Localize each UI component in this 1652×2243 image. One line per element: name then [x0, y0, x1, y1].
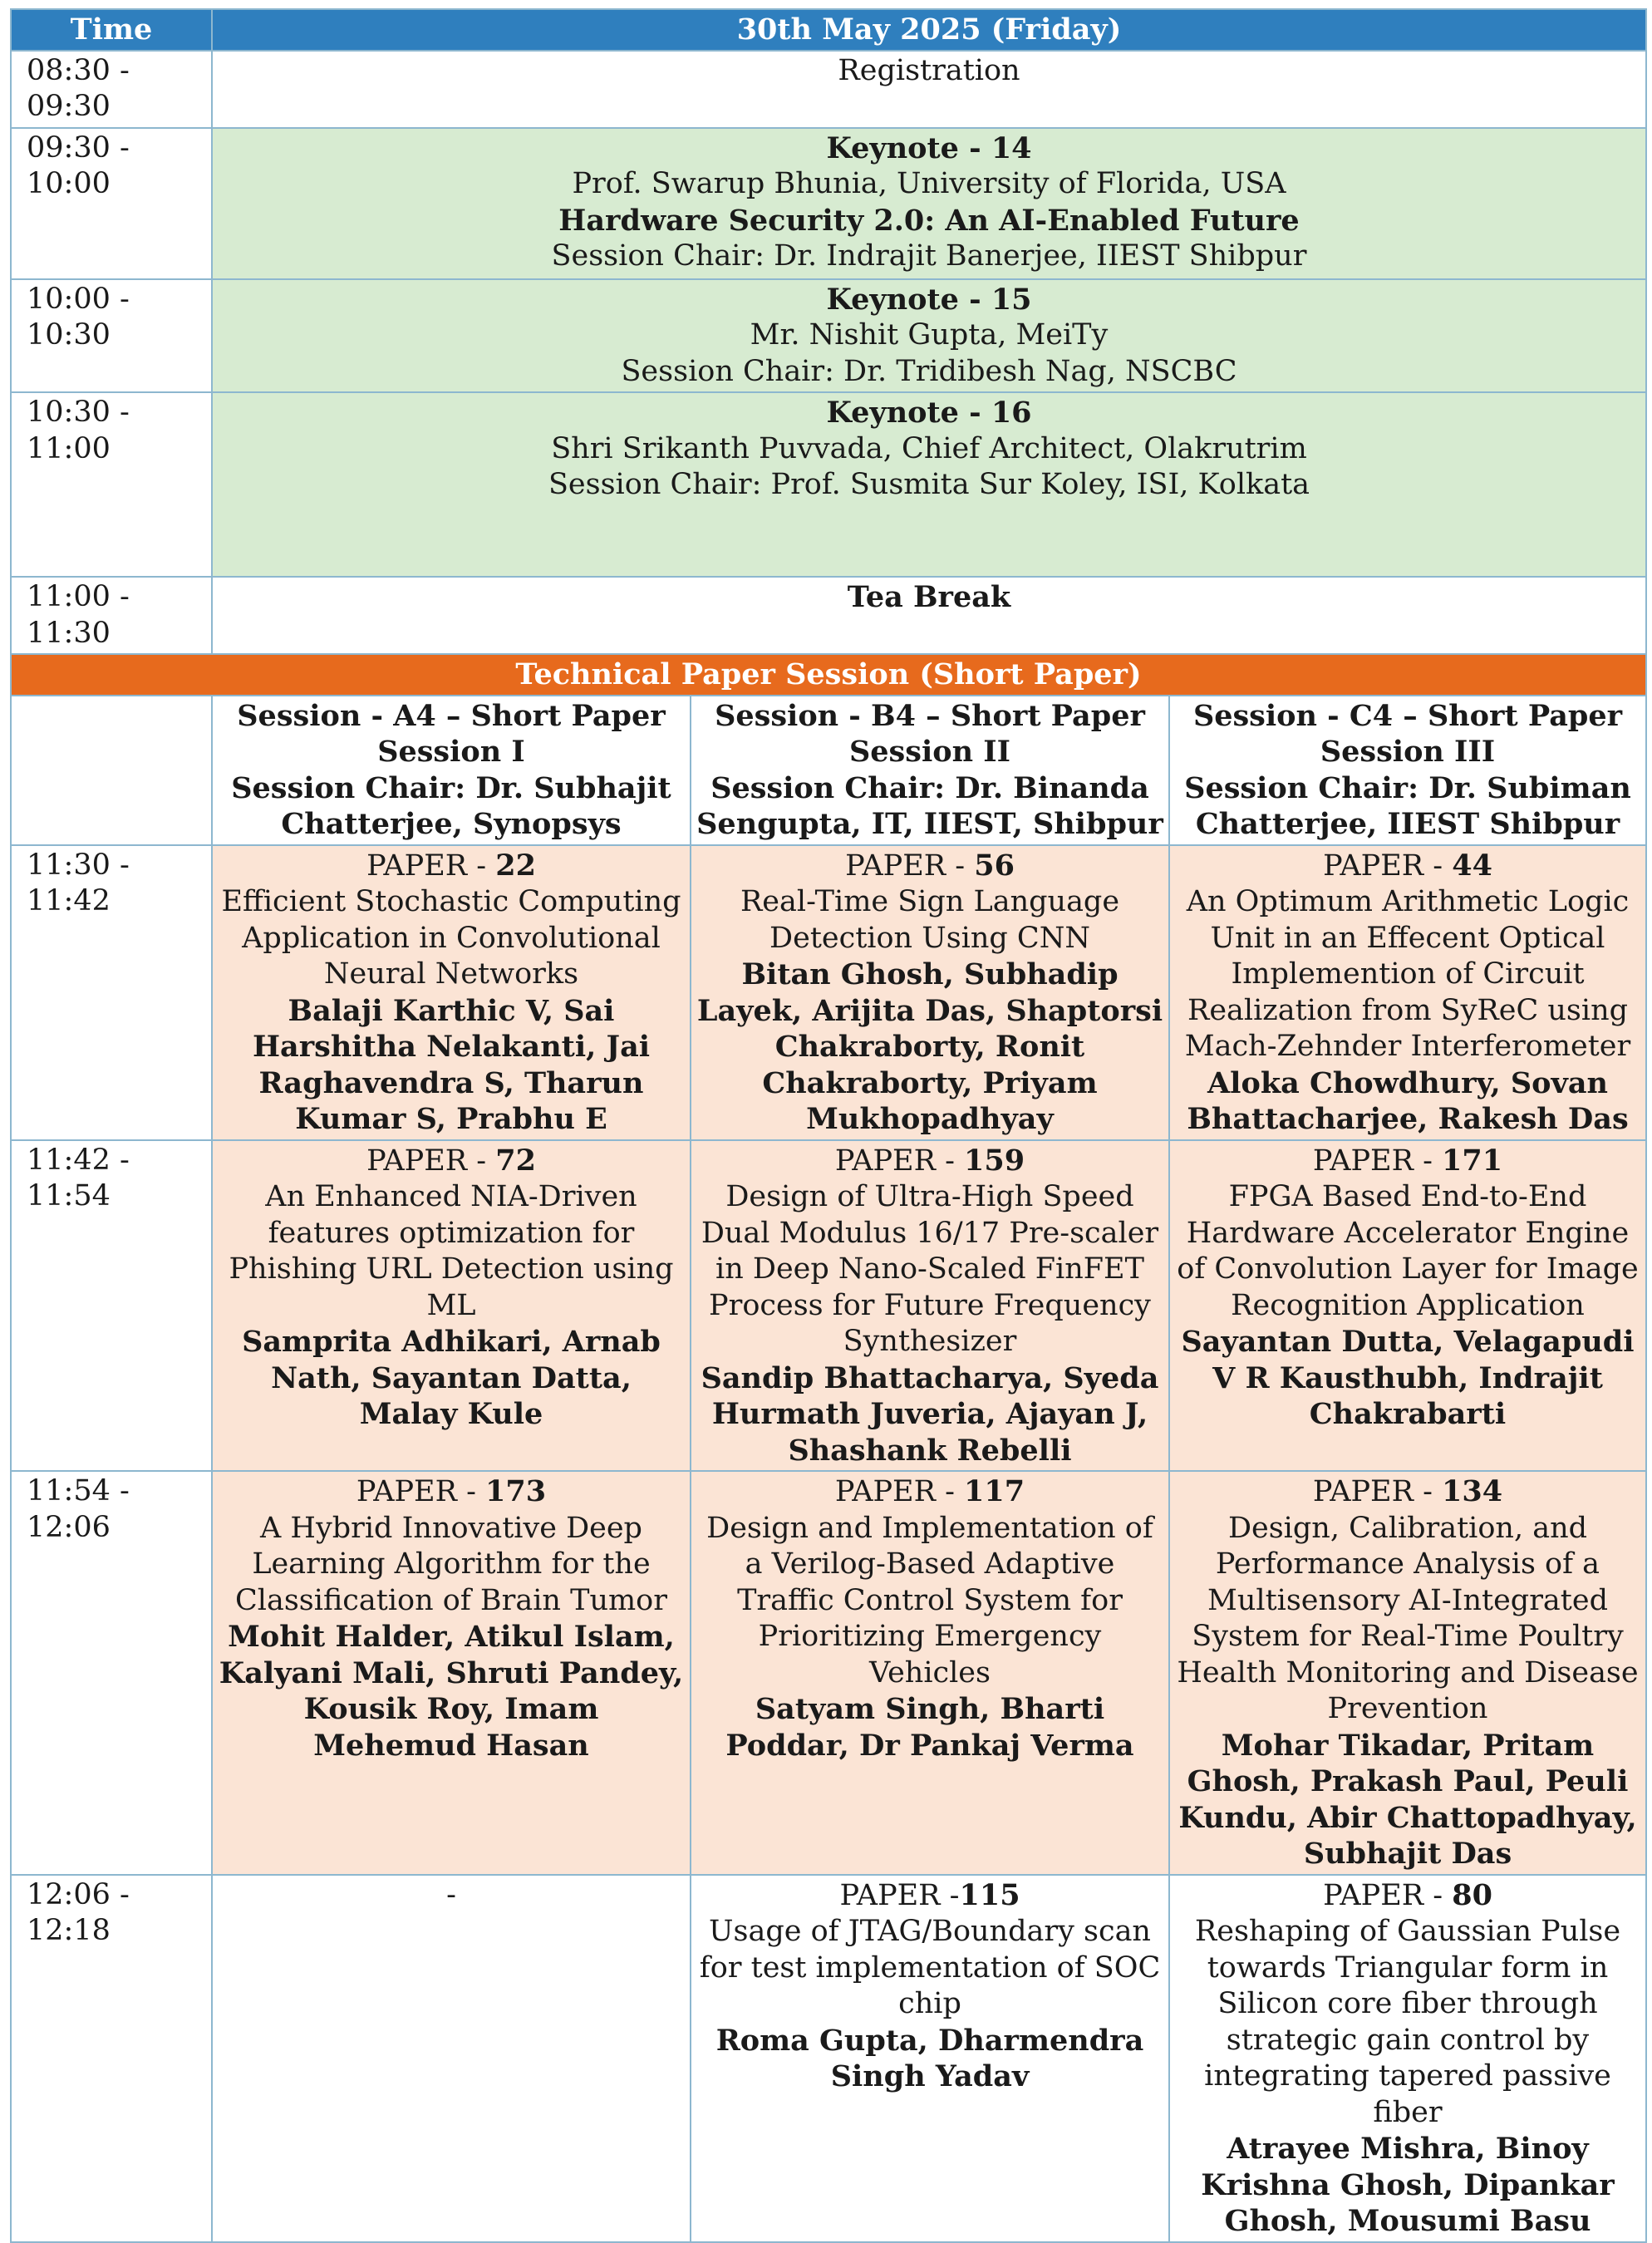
session-name: Session - A4 – Short Paper Session I [237, 698, 666, 769]
keynote-cell [212, 128, 1646, 279]
keynote-row [11, 392, 1646, 577]
paper-title: A Hybrid Innovative Deep Learning Algorithm for the Classification of Brain Tumor [235, 1511, 667, 1617]
paper-cell [1169, 845, 1646, 1140]
paper-cell [1169, 1875, 1646, 2242]
session-header-row [11, 696, 1646, 845]
paper-slot-row [11, 1875, 1646, 2242]
paper-id [1175, 1877, 1640, 1915]
paper-label: PAPER - [366, 849, 496, 883]
tea-break-label: Tea Break [212, 577, 1646, 654]
paper-number: 134 [1442, 1474, 1503, 1508]
date-header: 30th May 2025 (Friday) [212, 9, 1646, 51]
paper-authors: Atrayee Mishra, Binoy Krishna Ghosh, Dipankar Ghosh, Mousumi Basu [1201, 2132, 1615, 2238]
session-chair: Session Chair: Dr. Subhajit Chatterjee, Synopsys [231, 770, 671, 841]
paper-authors: Samprita Adhikari, Arnab Nath, Sayantan Datta, Malay Kule [242, 1325, 661, 1431]
keynote-title: Keynote - 14 [826, 130, 1032, 165]
paper-id [696, 1143, 1163, 1180]
paper-label: PAPER - [1312, 1475, 1443, 1508]
paper-number: 173 [485, 1474, 547, 1508]
paper-id [1175, 1143, 1640, 1180]
paper-number: 56 [974, 848, 1015, 883]
paper-authors: Mohar Tikadar, Pritam Ghosh, Prakash Paul, Peuli Kundu, Abir Chattopadhyay, Subhajit Das [1178, 1728, 1637, 1871]
paper-title: Design and Implementation of a Verilog-Based Adaptive Traffic Control System for Prioritizing Emergency Vehicles [706, 1511, 1153, 1690]
paper-label: PAPER - [845, 849, 975, 883]
session-c4-header [1169, 696, 1646, 845]
keynote-title: Keynote - 15 [826, 282, 1032, 317]
tea-break-time: 11:00 - 11:30 [11, 577, 212, 654]
paper-number: 80 [1452, 1877, 1492, 1912]
technical-session-row [11, 654, 1646, 696]
keynote-cell [212, 392, 1646, 577]
paper-authors: Balaji Karthic V, Sai Harshitha Nelakanti, Jai Raghavendra S, Tharun Kumar S, Prabhu E [252, 993, 651, 1136]
keynote-chair: Session Chair: Prof. Susmita Sur Koley, ISI, Kolkata [548, 468, 1310, 501]
header-row [11, 9, 1646, 51]
paper-title: Real-Time Sign Language Detection Using CNN [740, 885, 1120, 955]
keynote-speaker: Prof. Swarup Bhunia, University of Florida, USA [572, 167, 1286, 200]
keynote-talk: Hardware Security 2.0: An AI-Enabled Future [558, 203, 1300, 238]
session-a4-header [212, 696, 691, 845]
paper-title: Usage of JTAG/Boundary scan for test implementation of SOC chip [699, 1915, 1161, 2020]
session-chair: Session Chair: Dr. Binanda Sengupta, IT, IIEST, Shibpur [696, 770, 1163, 841]
paper-label: PAPER - [834, 1475, 965, 1508]
paper-label: PAPER - [356, 1475, 486, 1508]
keynote-speaker: Mr. Nishit Gupta, MeiTy [750, 318, 1109, 352]
paper-authors: Roma Gupta, Dharmendra Singh Yadav [715, 2023, 1144, 2093]
paper-number: 22 [495, 848, 536, 883]
slot-time: 11:54 - 12:06 [11, 1471, 212, 1875]
paper-title: Design of Ultra-High Speed Dual Modulus 16/17 Pre-scaler in Deep Nano-Scaled FinFET Process for Future Frequency Synthesizer [701, 1180, 1159, 1358]
paper-id [1175, 848, 1640, 885]
session-name: Session - B4 – Short Paper Session II [715, 698, 1145, 769]
session-name: Session - C4 – Short Paper Session III [1192, 698, 1623, 769]
paper-cell [212, 845, 691, 1140]
empty-slot: - [212, 1875, 691, 2242]
paper-slot-row [11, 1471, 1646, 1875]
paper-authors: Sandip Bhattacharya, Syeda Hurmath Juveria, Ajayan J, Shashank Rebelli [701, 1360, 1159, 1468]
paper-title: Design, Calibration, and Performance Analysis of a Multisensory AI-Integrated System for Real-Time Poultry Health Monitoring and Disease Prevention [1177, 1511, 1639, 1725]
paper-authors: Bitan Ghosh, Subhadip Layek, Arijita Das, Shaptorsi Chakraborty, Ronit Chakraborty, Priyam Mukhopadhyay [696, 957, 1163, 1136]
keynote-chair: Session Chair: Dr. Indrajit Banerjee, IIEST Shibpur [551, 239, 1307, 273]
paper-title: An Enhanced NIA-Driven features optimization for Phishing URL Detection using ML [229, 1180, 674, 1322]
paper-number: 159 [964, 1143, 1025, 1178]
session-chair: Session Chair: Dr. Subiman Chatterjee, IIEST Shibpur [1184, 770, 1631, 841]
registration-label: Registration [212, 51, 1646, 128]
paper-slot-row [11, 845, 1646, 1140]
paper-cell [1169, 1140, 1646, 1472]
paper-slot-row [11, 1140, 1646, 1472]
paper-cell [212, 1471, 691, 1875]
paper-title: An Optimum Arithmetic Logic Unit in an Effecent Optical Implemention of Circuit Realization from SyReC using Mach-Zehnder Interferometer [1184, 885, 1631, 1063]
session-b4-header [691, 696, 1169, 845]
paper-id [218, 848, 685, 885]
paper-label: PAPER - [834, 1144, 965, 1178]
paper-number: 171 [1442, 1143, 1503, 1178]
session-header-empty [11, 696, 212, 845]
paper-number: 115 [959, 1877, 1020, 1912]
keynote-time: 10:30 - 11:00 [11, 392, 212, 577]
technical-session-label: Technical Paper Session (Short Paper) [11, 654, 1646, 696]
paper-label: PAPER - [839, 1878, 960, 1912]
registration-row [11, 51, 1646, 128]
slot-time: 11:30 - 11:42 [11, 845, 212, 1140]
paper-id [696, 848, 1163, 885]
paper-number: 117 [964, 1474, 1025, 1508]
paper-number: 44 [1452, 848, 1492, 883]
paper-cell [691, 1471, 1169, 1875]
paper-authors: Mohit Halder, Atikul Islam, Kalyani Mali, Shruti Pandey, Kousik Roy, Imam Mehemud Hasan [219, 1620, 684, 1763]
paper-id [218, 1143, 685, 1180]
keynote-row [11, 128, 1646, 279]
keynote-row [11, 279, 1646, 393]
paper-authors: Aloka Chowdhury, Sovan Bhattacharjee, Rakesh Das [1187, 1065, 1629, 1136]
paper-cell [212, 1140, 691, 1472]
registration-time: 08:30 - 09:30 [11, 51, 212, 128]
slot-time: 11:42 - 11:54 [11, 1140, 212, 1472]
paper-title: FPGA Based End-to-End Hardware Accelerator Engine of Convolution Layer for Image Recognition Application [1177, 1180, 1639, 1322]
paper-id [218, 1473, 685, 1511]
paper-cell [691, 1140, 1169, 1472]
paper-label: PAPER - [1323, 1878, 1453, 1912]
paper-id [696, 1473, 1163, 1511]
keynote-speaker: Shri Srikanth Puvvada, Chief Architect, Olakrutrim [551, 431, 1307, 465]
paper-title: Efficient Stochastic Computing Application in Convolutional Neural Networks [221, 885, 681, 991]
paper-label: PAPER - [366, 1144, 496, 1178]
paper-id [696, 1877, 1163, 1915]
keynote-chair: Session Chair: Dr. Tridibesh Nag, NSCBC [621, 354, 1237, 388]
paper-label: PAPER - [1312, 1144, 1443, 1178]
tea-break-row [11, 577, 1646, 654]
paper-label: PAPER - [1323, 849, 1453, 883]
paper-authors: Sayantan Dutta, Velagapudi V R Kausthubh, Indrajit Chakrabarti [1181, 1325, 1635, 1431]
keynote-time: 09:30 - 10:00 [11, 128, 212, 279]
paper-number: 72 [495, 1143, 536, 1178]
paper-title: Reshaping of Gaussian Pulse towards Triangular form in Silicon core fiber through strategic gain control by integrating tapered passive fiber [1194, 1915, 1621, 2129]
keynote-time: 10:00 - 10:30 [11, 279, 212, 393]
time-header: Time [11, 9, 212, 51]
paper-cell [1169, 1471, 1646, 1875]
paper-cell [691, 845, 1169, 1140]
schedule-table [10, 8, 1647, 2243]
keynote-cell [212, 279, 1646, 393]
slot-time: 12:06 - 12:18 [11, 1875, 212, 2242]
paper-authors: Satyam Singh, Bharti Poddar, Dr Pankaj Verma [725, 1692, 1134, 1763]
paper-cell [691, 1875, 1169, 2242]
paper-id [1175, 1473, 1640, 1511]
keynote-title: Keynote - 16 [826, 396, 1032, 430]
